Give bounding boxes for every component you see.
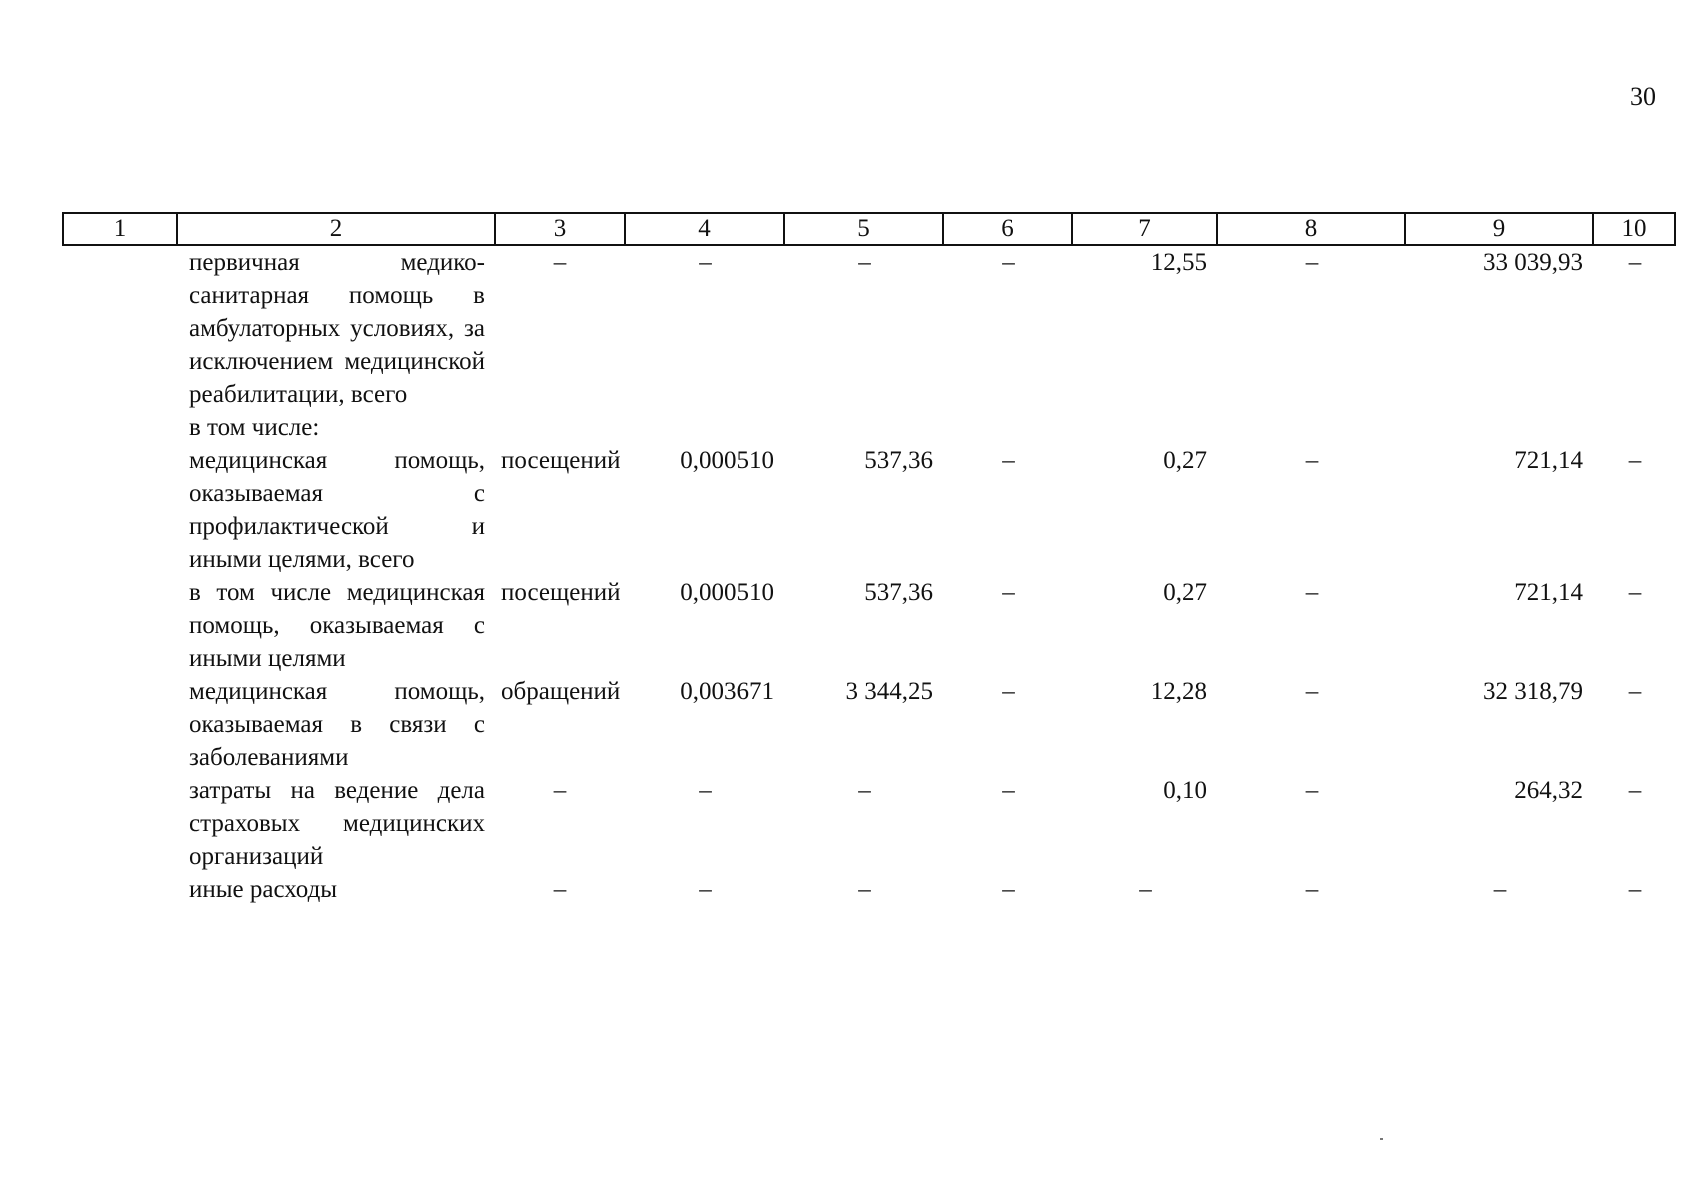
row-col-8: – [1305, 777, 1319, 804]
row-name: первичная медико-санитарная помощь в амбулаторных условиях, за исключением медицинской реабилитации, всего [189, 249, 485, 408]
table-row [63, 245, 1675, 411]
header-col-10: 10 [1593, 213, 1675, 245]
header-col-5: 5 [784, 213, 943, 245]
scan-speck [1380, 1138, 1383, 1140]
row-col-7: 0,27 [1163, 579, 1207, 606]
table-row [63, 444, 1675, 576]
row-col-9: 32 318,79 [1483, 678, 1583, 705]
row-col-6: – [1002, 447, 1015, 474]
row-col-5: 537,36 [864, 579, 933, 606]
row-col-9: – [1493, 876, 1507, 903]
row-col-5: – [858, 777, 871, 804]
header-col-6: 6 [943, 213, 1072, 245]
row-col-6: – [1002, 579, 1015, 606]
data-table [62, 212, 1676, 906]
row-col-7: 0,10 [1163, 777, 1207, 804]
row-col-7: – [1139, 876, 1152, 903]
row-col-10: – [1628, 876, 1642, 903]
row-col-6: – [1002, 249, 1015, 276]
row-col-8: – [1305, 876, 1319, 903]
row-col-9: 721,14 [1514, 447, 1583, 474]
row-col-10: – [1628, 579, 1642, 606]
row-col-10: – [1628, 678, 1642, 705]
row-col-7: 12,28 [1150, 678, 1207, 705]
table-row [63, 873, 1675, 906]
table-header [63, 213, 1675, 245]
row-col-1 [63, 873, 177, 906]
row-col-4: 0,000510 [680, 579, 774, 606]
table-row [63, 675, 1675, 774]
row-col-7: 12,55 [1150, 249, 1207, 276]
row-col-7: 0,27 [1163, 447, 1207, 474]
row-col-4: – [699, 777, 712, 804]
row-col-10: – [1628, 447, 1642, 474]
header-col-9: 9 [1405, 213, 1593, 245]
row-col-4: 0,003671 [680, 678, 774, 705]
row-col-4: 0,000510 [680, 447, 774, 474]
row-col-5: 3 344,25 [845, 678, 933, 705]
table-row [63, 774, 1675, 873]
row-col-1 [63, 675, 177, 774]
row-unit: – [553, 777, 567, 804]
row-name: иные расходы [189, 876, 338, 903]
row-col-6: – [1002, 678, 1015, 705]
row-col-1 [63, 576, 177, 675]
row-unit: посещений [501, 579, 621, 606]
row-unit: посещений [501, 447, 621, 474]
header-col-7: 7 [1072, 213, 1217, 245]
header-col-4: 4 [625, 213, 784, 245]
row-col-5: – [858, 249, 871, 276]
row-col-1 [63, 245, 177, 411]
row-name: в том числе медицинская помощь, оказываемая с иными целями [189, 579, 485, 672]
row-col-4: – [699, 249, 712, 276]
row-unit: – [553, 876, 567, 903]
table-row [63, 576, 1675, 675]
row-col-5: – [858, 876, 871, 903]
row-col-8: – [1305, 678, 1319, 705]
row-col-6: – [1002, 876, 1015, 903]
row-col-8: – [1305, 249, 1319, 276]
row-name: затраты на ведение дела страховых медицинских организаций [189, 777, 485, 870]
row-col-6: – [1002, 777, 1015, 804]
row-col-9: 721,14 [1514, 579, 1583, 606]
table-body [63, 245, 1675, 906]
table-row [63, 411, 1675, 444]
row-col-5: 537,36 [864, 447, 933, 474]
row-col-9: 33 039,93 [1483, 249, 1583, 276]
row-name: медицинская помощь, оказываемая в связи с заболеваниями [189, 678, 485, 771]
row-name: в том числе: [189, 414, 320, 441]
row-unit: обращений [501, 678, 621, 705]
row-col-8: – [1305, 579, 1319, 606]
row-col-1 [63, 411, 177, 444]
row-col-1 [63, 444, 177, 576]
page-number: 30 [1630, 82, 1656, 111]
header-col-1: 1 [63, 213, 177, 245]
row-col-4: – [699, 876, 712, 903]
row-name: медицинская помощь, оказываемая с профилактической и иными целями, всего [189, 447, 485, 573]
header-col-2: 2 [177, 213, 495, 245]
row-col-1 [63, 774, 177, 873]
row-col-10: – [1628, 777, 1642, 804]
header-row [63, 213, 1675, 245]
row-unit: – [553, 249, 567, 276]
row-col-9: 264,32 [1514, 777, 1583, 804]
header-col-8: 8 [1217, 213, 1405, 245]
row-col-10: – [1628, 249, 1642, 276]
header-col-3: 3 [495, 213, 625, 245]
row-col-8: – [1305, 447, 1319, 474]
